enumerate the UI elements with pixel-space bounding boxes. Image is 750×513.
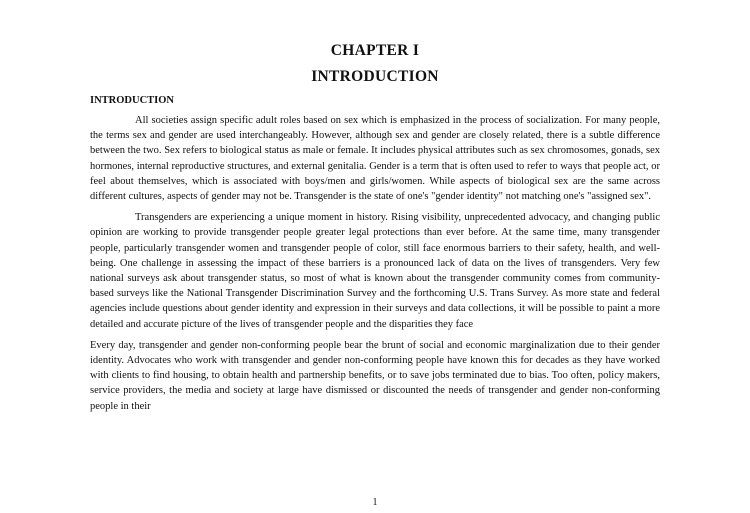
section-heading: INTRODUCTION [90,95,175,106]
chapter-title: INTRODUCTION [311,68,439,85]
paragraph-2: Transgenders are experiencing a unique moment in history. Rising visibility, unprecedented advocacy, and changing public opinion are working to provide transgender people greater legal protections than ever before. At the same time, many transgender people, particularly transgender women and transgender people of color, still face enormous barriers to their safety, health, and well-being. One challenge in assessing the impact of these barriers is a pronounced lack of data on the lives of transgenders. Very few national surveys ask about transgender status, so most of what is known about the transgender community comes from community-based surveys like the National Transgender Discrimination Survey and the forthcoming U.S. Trans Survey. As more state and federal agencies include questions about gender identity and expression in their surveys and data collections, it will be possible to paint a more detailed and accurate picture of the lives of transgender people and the disparities they face [90,212,660,330]
page-number: 1 [372,497,378,508]
chapter-label: CHAPTER I [330,42,420,59]
paragraph-3: Every day, transgender and gender non-conforming people bear the brunt of social and economic marginalization due to their gender identity. Advocates who work with transgender and gender non-conforming people have known this for decades as they have worked with clients to find housing, to obtain health and partnership benefits, or to save jobs terminated due to bias. Too often, policy makers, service providers, the media and society at large have dismissed or discounted the needs of transgender and gender non-conforming people in their [90,339,660,412]
paragraph-1: All societies assign specific adult roles based on sex which is emphasized in the process of socialization. For many people, the terms sex and gender are used interchangeably. However, although sex and gender are closely related, there is a subtle difference between the two. Sex refers to biological status as male or female. It includes physical attributes such as sex chromosomes, gonads, sex hormones, internal reproductive structures, and external genitalia. Gender is a term that is often used to refer to ways that people act, or feel about themselves, which is associated with boys/men and girls/women. While aspects of biological sex are the same across different cultures, aspects of gender may not be. Transgender is the state of one's "gender identity" not matching one's "assigned sex". [90,115,660,203]
body-text [90,113,660,420]
